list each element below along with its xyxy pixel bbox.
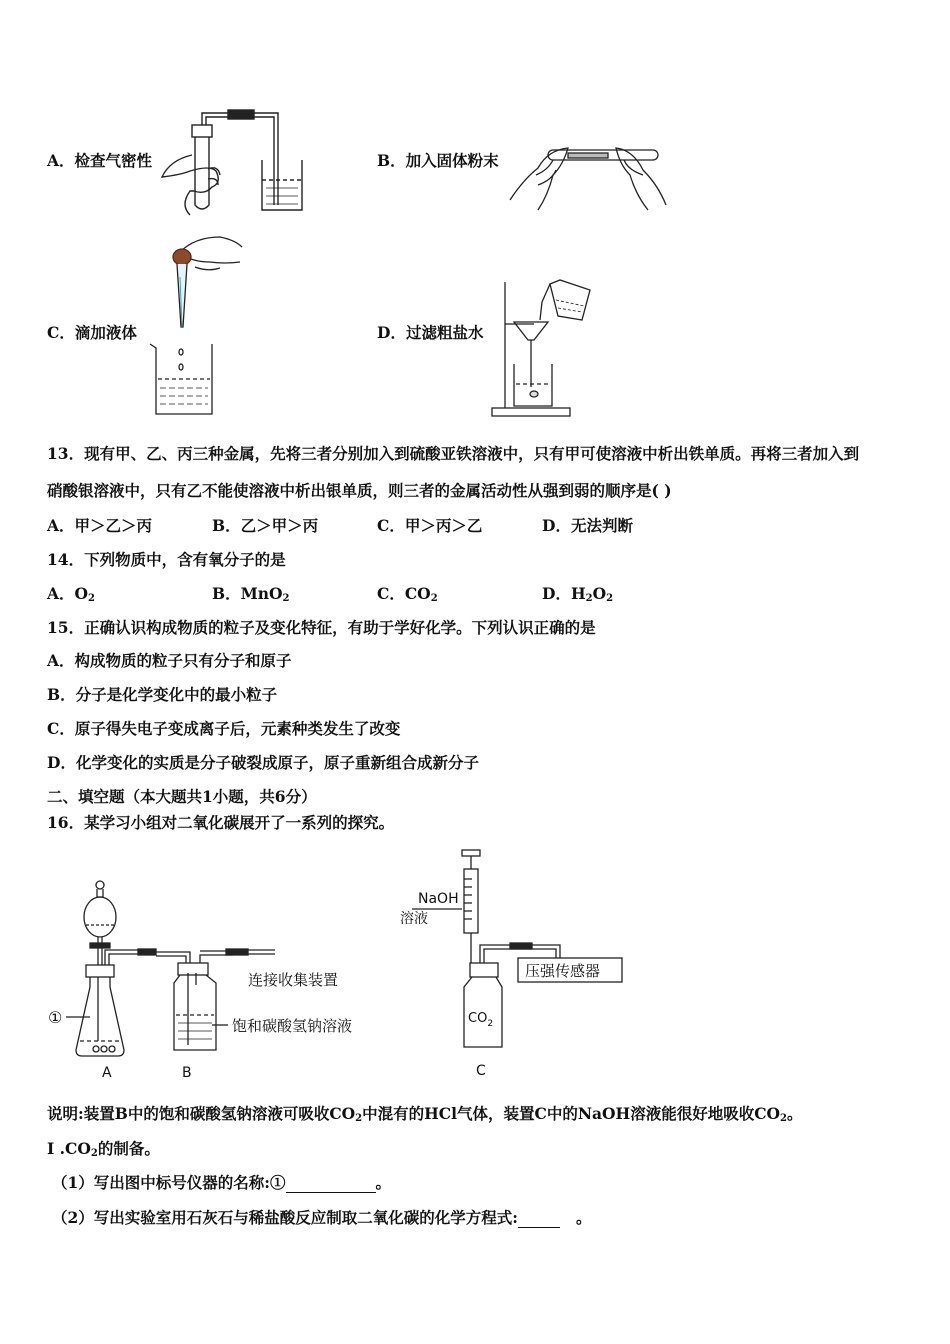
q13-option-b: B．乙＞甲＞丙 xyxy=(212,516,319,535)
filtration-illustration xyxy=(490,272,600,422)
q14-option-b: B．MnO$_2$ xyxy=(212,584,290,604)
q12-option-a: A．检查气密性 xyxy=(47,151,153,170)
airtightness-check-illustration xyxy=(150,105,470,215)
q16-sub2: （2）写出实验室用石灰石与稀盐酸反应制取二氧化碳的化学方程式: 。 xyxy=(52,1208,592,1227)
q13-stem-line1: 13．现有甲、乙、丙三种金属，先将三者分别加入到硫酸亚铁溶液中，只有甲可使溶液中析出铁单质。再将三者加入到 xyxy=(47,444,860,463)
add-powder-illustration xyxy=(508,140,668,220)
pressure-sensor-label: 压强传感器 xyxy=(525,962,601,980)
q15-stem: 15．正确认识构成物质的粒子及变化特征，有助于学好化学。下列认识正确的是 xyxy=(47,618,596,637)
co2-bottle-label: $CO_2$ xyxy=(468,1011,494,1029)
q15-option-b: B．分子是化学变化中的最小粒子 xyxy=(47,685,278,704)
q13-stem-line2: 硝酸银溶液中，只有乙不能使溶液中析出银单质，则三者的金属活动性从强到弱的顺序是( ) xyxy=(47,481,672,500)
q14-stem: 14．下列物质中，含有氧分子的是 xyxy=(47,550,286,569)
answer-blank-1[interactable] xyxy=(286,1176,376,1193)
q16-stem: 16．某学习小组对二氧化碳展开了一系列的探究。 xyxy=(47,813,395,832)
bicarbonate-solution-label: 饱和碳酸氢钠溶液 xyxy=(232,1017,353,1035)
naoh-solution-label: 溶液 xyxy=(400,911,428,927)
q12-option-b: B．加入固体粉末 xyxy=(377,151,499,170)
q16-note: 说明:装置B中的饱和碳酸氢钠溶液可吸收$CO_2$中混有的HCl气体，装置C中的NaOH溶液能很好地吸收$CO_2$。 xyxy=(47,1104,803,1124)
q13-option-a: A．甲＞乙＞丙 xyxy=(47,516,153,535)
co2-apparatus-diagram xyxy=(40,845,640,1085)
apparatus-b-label: B xyxy=(182,1065,192,1081)
instrument-number-label: ① xyxy=(48,1008,63,1027)
q15-option-d: D．化学变化的实质是分子破裂成原子，原子重新组合成新分子 xyxy=(47,753,479,772)
q14-option-c: C．$CO_2$ xyxy=(377,584,438,604)
naoh-label: NaOH xyxy=(418,891,459,907)
connect-collector-label: 连接收集装置 xyxy=(248,971,339,989)
section-title: 二、填空题（本大题共1小题，共6分） xyxy=(47,787,317,806)
dropper-illustration xyxy=(150,232,270,422)
q13-option-d: D．无法判断 xyxy=(542,516,633,535)
apparatus-a-label: A xyxy=(102,1065,112,1081)
apparatus-c-label: C xyxy=(476,1063,486,1079)
q16-sub1: （1）写出图中标号仪器的名称:① 。 xyxy=(52,1173,392,1192)
q12-option-c: C．滴加液体 xyxy=(47,323,137,342)
q15-option-c: C．原子得失电子变成离子后，元素种类发生了改变 xyxy=(47,719,401,738)
q13-option-c: C．甲＞丙＞乙 xyxy=(377,516,483,535)
q12-option-d: D．过滤粗盐水 xyxy=(377,323,484,342)
answer-blank-2[interactable] xyxy=(518,1211,560,1228)
q16-part1-title: I $.CO_2$的制备。 xyxy=(47,1139,160,1159)
q15-option-a: A．构成物质的粒子只有分子和原子 xyxy=(47,651,292,670)
q14-option-d: D．$H_2O_2$ xyxy=(542,584,614,604)
q14-option-a: A．$O_2$ xyxy=(47,584,95,604)
